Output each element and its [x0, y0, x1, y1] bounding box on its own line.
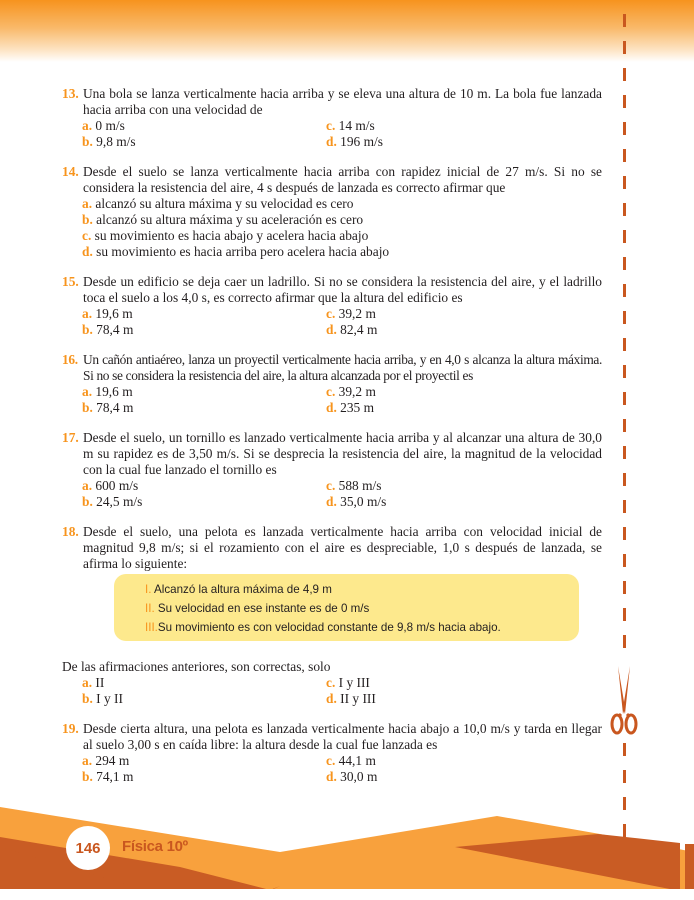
option-a[interactable]: [82, 478, 326, 494]
option-b[interactable]: [82, 322, 326, 338]
question-number: 14.: [62, 164, 79, 179]
option-letter: d.: [326, 400, 337, 415]
cut-line-dash: [623, 500, 626, 513]
option-text: 235 m: [340, 400, 375, 415]
cut-line-dash: [623, 41, 626, 54]
question-number: 13.: [62, 86, 79, 101]
option-letter: c.: [326, 675, 336, 690]
question-number: 18.: [62, 524, 79, 539]
option-letter: a.: [82, 196, 93, 211]
cut-line-dash: [623, 635, 626, 648]
question-17: [62, 430, 602, 510]
question-16: [62, 352, 602, 416]
option-b[interactable]: [82, 400, 326, 416]
question-text: Una bola se lanza verticalmente hacia arriba y se eleva una altura de 10 m. La bola fue lanzada hacia arriba con una velocidad de: [83, 86, 602, 117]
cut-line-dash: [623, 365, 626, 378]
option-letter: b.: [82, 494, 93, 509]
option-a[interactable]: [82, 384, 326, 400]
option-text: 9,8 m/s: [96, 134, 136, 149]
option-b[interactable]: [82, 494, 326, 510]
option-b[interactable]: [82, 769, 326, 785]
page-number-badge: [66, 826, 110, 870]
option-letter: b.: [82, 691, 93, 706]
option-a[interactable]: [82, 306, 326, 322]
question-number: 15.: [62, 274, 79, 289]
option-letter: d.: [326, 322, 337, 337]
option-c[interactable]: [326, 753, 546, 769]
cut-line-dash: [623, 284, 626, 297]
option-text: 74,1 m: [96, 769, 134, 784]
option-text: I y II: [96, 691, 123, 706]
option-letter: d.: [326, 134, 337, 149]
option-letter: b.: [82, 212, 93, 227]
option-letter: d.: [326, 691, 337, 706]
cut-line-dash: [623, 122, 626, 135]
option-letter: c.: [326, 306, 336, 321]
option-d[interactable]: [326, 691, 546, 707]
option-text: 0 m/s: [95, 118, 125, 133]
option-d[interactable]: [326, 400, 546, 416]
cut-line-dash: [623, 203, 626, 216]
option-letter: b.: [82, 769, 93, 784]
option-a[interactable]: [82, 118, 326, 134]
option-d[interactable]: [82, 244, 602, 260]
option-c[interactable]: [326, 306, 546, 322]
roman-numeral: III.: [145, 621, 158, 634]
option-d[interactable]: [326, 134, 546, 150]
option-text: alcanzó su altura máxima y su aceleración es cero: [96, 212, 364, 227]
roman-numeral: I.: [145, 583, 152, 596]
option-text: 78,4 m: [96, 322, 134, 337]
statements-box: [114, 574, 579, 641]
statement-text: Su velocidad en ese instante es de 0 m/s: [154, 602, 370, 615]
question-text: Desde cierta altura, una pelota es lanzada verticalmente hacia abajo a 10,0 m/s y tarda en llegar al suelo 3,00 s en caída libre: la altura desde la cual fue lanzada es: [83, 721, 602, 752]
page-number: 146: [75, 839, 101, 857]
option-letter: a.: [82, 675, 93, 690]
question-number: 17.: [62, 430, 79, 445]
option-letter: b.: [82, 322, 93, 337]
option-d[interactable]: [326, 769, 546, 785]
option-c[interactable]: [82, 228, 602, 244]
cut-line-dash: [623, 446, 626, 459]
option-text: alcanzó su altura máxima y su velocidad es cero: [95, 196, 354, 211]
option-text: 82,4 m: [340, 322, 378, 337]
cut-line-dash: [623, 14, 626, 27]
cut-line-dash: [623, 68, 626, 81]
option-letter: a.: [82, 478, 93, 493]
option-text: 19,6 m: [95, 306, 133, 321]
option-text: su movimiento es hacia arriba pero acelera hacia abajo: [96, 244, 390, 259]
option-b[interactable]: [82, 212, 602, 228]
question-14: [62, 164, 602, 260]
option-text: 44,1 m: [338, 753, 376, 768]
question-list-continued: [62, 659, 602, 785]
cut-line-dash: [623, 149, 626, 162]
cut-line-dash: [623, 392, 626, 405]
option-c[interactable]: [326, 675, 546, 691]
cut-line-dash: [623, 770, 626, 783]
cut-line-dash: [623, 554, 626, 567]
option-letter: c.: [326, 384, 336, 399]
followup-text: De las afirmaciones anteriores, son correctas, solo: [62, 659, 331, 674]
scissors-icon: [609, 664, 639, 736]
option-text: 196 m/s: [340, 134, 383, 149]
option-letter: c.: [326, 118, 336, 133]
statement-text: Su movimiento es con velocidad constante de 9,8 m/s hacia abajo.: [157, 621, 501, 634]
option-letter: c.: [82, 228, 92, 243]
option-letter: d.: [82, 244, 93, 259]
option-text: 19,6 m: [95, 384, 133, 399]
option-text: 24,5 m/s: [96, 494, 143, 509]
statement-3: [145, 618, 501, 637]
statement-text: Alcanzó la altura máxima de 4,9 m: [151, 583, 332, 596]
option-text: 294 m: [95, 753, 130, 768]
option-a[interactable]: [82, 753, 326, 769]
option-d[interactable]: [326, 494, 546, 510]
option-letter: b.: [82, 134, 93, 149]
header-gradient-band: [0, 0, 694, 62]
option-letter: a.: [82, 753, 93, 768]
question-15: [62, 274, 602, 338]
question-number: 19.: [62, 721, 79, 736]
option-text: su movimiento es hacia abajo y acelera hacia abajo: [94, 228, 369, 243]
option-b[interactable]: [82, 691, 326, 707]
option-letter: c.: [326, 478, 336, 493]
cut-line-dash: [623, 581, 626, 594]
option-letter: d.: [326, 494, 337, 509]
question-number: 16.: [62, 352, 78, 367]
option-letter: b.: [82, 400, 93, 415]
option-letter: a.: [82, 118, 93, 133]
question-list: [62, 86, 602, 572]
question-19: [62, 721, 602, 785]
question-text: Desde el suelo se lanza verticalmente hacia arriba con rapidez inicial de 27 m/s. Si no se considera la resistencia del aire, 4 s después de lanzada es correcto afirmar que: [83, 164, 602, 195]
question-text: Desde el suelo, un tornillo es lanzado verticalmente hacia arriba y al alcanzar una altura de 30,0 m su rapidez es de 3,50 m/s. Si se desprecia la resistencia del aire, la magnitud de la velocidad con la cual fue lanzado el tornillo es: [83, 430, 602, 477]
option-d[interactable]: [326, 322, 546, 338]
cut-line-dash: [623, 527, 626, 540]
option-text: 39,2 m: [338, 306, 376, 321]
question-13: [62, 86, 602, 150]
option-text: 30,0 m: [340, 769, 378, 784]
option-text: 35,0 m/s: [340, 494, 387, 509]
option-text: 39,2 m: [338, 384, 376, 399]
question-18: [62, 524, 602, 572]
cut-line-dash: [623, 608, 626, 621]
statement-2: [145, 599, 501, 618]
option-c[interactable]: [326, 118, 546, 134]
option-text: 78,4 m: [96, 400, 134, 415]
statement-1: [145, 580, 501, 599]
option-c[interactable]: [326, 478, 546, 494]
option-text: I y III: [338, 675, 370, 690]
question-18-followup: [62, 659, 602, 707]
question-text: Desde un edificio se deja caer un ladrillo. Si no se considera la resistencia del aire, y el ladrillo toca el suelo a los 4,0 s, es correcto afirmar que la altura del edificio es: [83, 274, 602, 305]
option-letter: c.: [326, 753, 336, 768]
option-text: 588 m/s: [338, 478, 382, 493]
option-text: II y III: [340, 691, 376, 706]
cut-line-dash: [623, 95, 626, 108]
option-letter: d.: [326, 769, 337, 784]
cut-line-dash: [623, 176, 626, 189]
option-b[interactable]: [82, 134, 326, 150]
option-text: 600 m/s: [95, 478, 139, 493]
roman-numeral: II.: [145, 602, 155, 615]
question-text: Desde el suelo, una pelota es lanzada verticalmente hacia arriba con velocidad inicial de magnitud 9,8 m/s; si el rozamiento con el aire es despreciable, 1,0 s después de lanzada, se afirma lo siguiente:: [83, 524, 602, 571]
option-c[interactable]: [326, 384, 546, 400]
option-text: 14 m/s: [338, 118, 375, 133]
option-letter: a.: [82, 384, 93, 399]
option-text: II: [95, 675, 105, 690]
cut-line-dash: [623, 473, 626, 486]
cut-line-dash: [623, 311, 626, 324]
option-a[interactable]: [82, 196, 602, 212]
cut-line-dash: [623, 743, 626, 756]
cut-line-dash: [623, 230, 626, 243]
cut-line-dash: [623, 419, 626, 432]
option-a[interactable]: [82, 675, 326, 691]
book-title: Física 10º: [122, 838, 188, 855]
dashed-cut-line: [623, 0, 626, 900]
cut-line-dash: [623, 257, 626, 270]
option-letter: a.: [82, 306, 93, 321]
question-text: Un cañón antiaéreo, lanza un proyectil verticalmente hacia arriba, y en 4,0 s alcanza la altura máxima. Si no se considera la resistencia del aire, la altura alcanzada por el proyectil es: [83, 352, 602, 383]
cut-line-dash: [623, 338, 626, 351]
